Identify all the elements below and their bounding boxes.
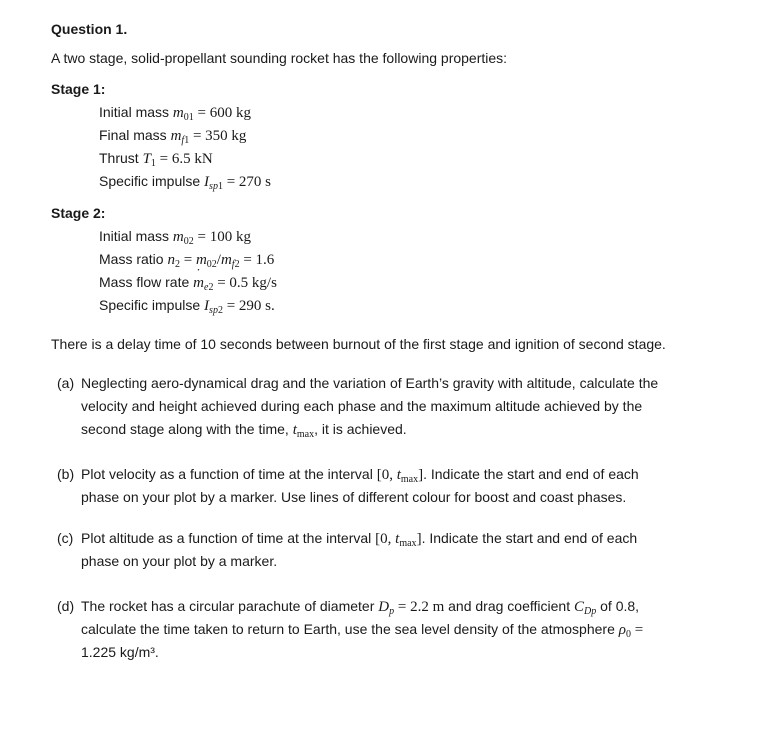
part-b-line2: phase on your plot by a marker. Use lines of different colour for boost and coast phases. (81, 489, 627, 505)
stage1-specific-impulse: Specific impulse $I_{sp1} = 270$ s (99, 173, 272, 192)
delay-text: There is a delay time of 10 seconds between burnout of the first stage and ignition of second stage. (51, 336, 666, 352)
part-c-line2: phase on your plot by a marker. (81, 553, 278, 569)
part-d-line1: The rocket has a circular parachute of diameter $D_p = 2.2$ m and drag coefficient $C_{Dp}$ of 0.8, (81, 598, 640, 617)
stage1-thrust: Thrust $T_1 = 6.5$ kN (99, 150, 213, 169)
stage1-initial-mass: Initial mass $m_{01} = 600$ kg (99, 104, 251, 123)
stage1-final-mass: Final mass $m_{f1} = 350$ kg (99, 127, 247, 146)
stage2-specific-impulse: Specific impulse $I_{sp2} = 290$ s. (99, 297, 275, 316)
stage2-heading: Stage 2: (51, 205, 106, 221)
part-a-line1: Neglecting aero-dynamical drag and the variation of Earth’s gravity with altitude, calculate the (81, 375, 659, 391)
part-b-label: (b) (57, 466, 75, 482)
part-d-line3: 1.225 kg/m³. (81, 644, 159, 660)
intro-text: A two stage, solid-propellant sounding rocket has the following properties: (51, 50, 508, 66)
part-b-line1: Plot velocity as a function of time at the interval [0, $t_{max}$]. Indicate the start and end of each (81, 466, 639, 485)
part-a-line3: second stage along with the time, $t_{max}$, it is achieved. (81, 421, 407, 440)
part-a-label: (a) (57, 375, 75, 391)
stage1-heading: Stage 1: (51, 81, 106, 97)
part-c-line1: Plot altitude as a function of time at the interval [0, $t_{max}$]. Indicate the start and end of each (81, 530, 638, 549)
stage2-mass-flow-rate: Mass flow rate m $˙_{e2} = 0.5$ kg/s (99, 274, 277, 292)
part-a-line2: velocity and height achieved during each phase and the maximum altitude achieved by the (81, 398, 643, 414)
stage2-initial-mass: Initial mass $m_{02} = 100$ kg (99, 228, 251, 247)
part-d-label: (d) (57, 598, 75, 614)
part-c-label: (c) (57, 530, 74, 546)
question-title: Question 1. (51, 21, 128, 37)
part-d-line2: calculate the time taken to return to Earth, use the sea level density of the atmosphere $\rho_0$ = (81, 621, 644, 640)
stage2-mass-ratio: Mass ratio $n_2 = m_{02}/m_{f2} = 1.6$ (99, 251, 275, 270)
